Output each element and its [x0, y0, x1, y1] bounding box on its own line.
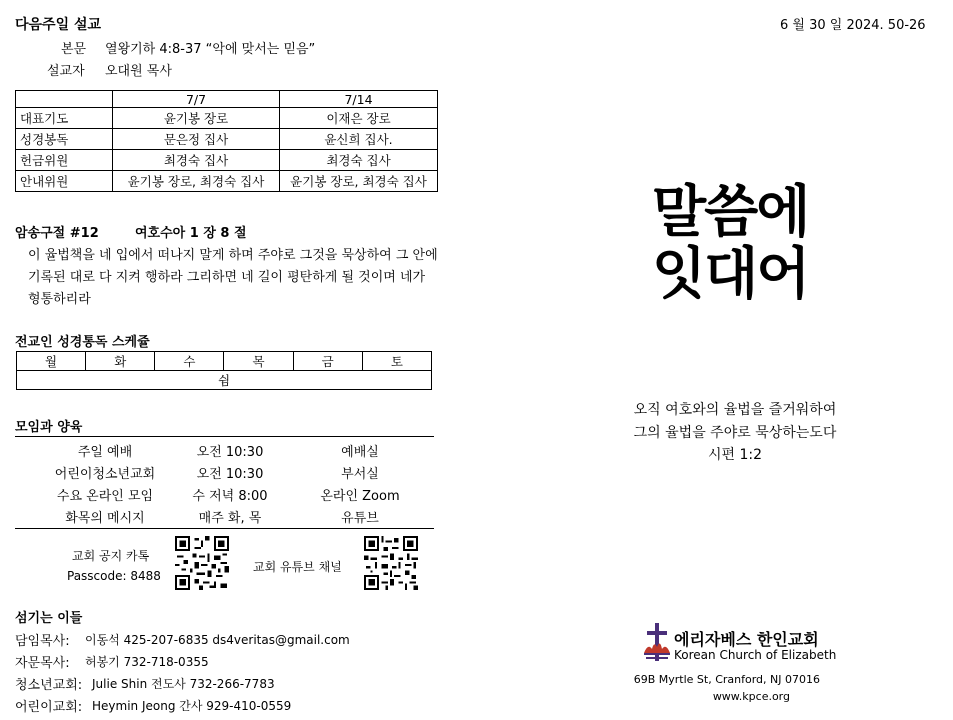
role-cell: 성경봉독 [16, 129, 113, 150]
sermon-text-label: 본문 [61, 42, 87, 57]
memory-verse-line: 형통하리라 [28, 292, 91, 307]
staff-role: 자문목사: [15, 656, 70, 671]
assignee-cell: 윤기봉 장로, 최경숙 집사 [280, 171, 438, 192]
role-cell: 헌금위원 [16, 150, 113, 171]
featured-verse-line: 그의 율법을 주야로 묵상하는도다 [633, 425, 837, 441]
church-address: 69B Myrtle St, Cranford, NJ 07016 [633, 673, 820, 686]
bulletin-date: 6 월 30 일 2024. 50-26 [780, 18, 926, 33]
meeting-name: 수요 온라인 모임 [56, 489, 154, 504]
featured-verse-reference: 시편 1:2 [707, 447, 763, 463]
meeting-name: 주일 예배 [77, 445, 133, 460]
role-cell: 대표기도 [16, 108, 113, 129]
meeting-time: 매주 화, 목 [198, 511, 262, 526]
table-row [16, 171, 438, 192]
day-cell: 월 [17, 352, 86, 371]
next-sermon-heading: 다음주일 설교 [15, 17, 102, 33]
table-header-cell: 7/7 [113, 91, 280, 108]
schedule-note-cell: 쉼 [17, 371, 432, 390]
staff-detail: 이동석 425-207-6835 ds4veritas@gmail.com [85, 633, 350, 647]
bulletin-title [652, 180, 809, 307]
staff-heading: 섬기는 이들 [15, 611, 83, 626]
staff-role: 청소년교회: [15, 678, 83, 693]
divider [15, 528, 434, 529]
featured-verse-line: 오직 여호와의 율법을 즐거워하여 [633, 402, 837, 418]
meeting-place: 유튜브 [341, 511, 379, 526]
meeting-place: 온라인 Zoom [320, 489, 400, 504]
meetings-heading: 모임과 양육 [15, 420, 83, 435]
table-header-cell: 7/14 [280, 91, 438, 108]
day-cell: 수 [155, 352, 224, 371]
church-website[interactable]: www.kpce.org [712, 690, 790, 703]
day-cell: 금 [293, 352, 362, 371]
memory-verse-line: 이 율법책을 네 입에서 떠나지 말게 하며 주야로 그것을 묵상하여 그 안에 [28, 248, 438, 263]
assignee-cell: 윤신희 집사. [280, 129, 438, 150]
youtube-label: 교회 유튜브 채널 [253, 560, 342, 574]
sermon-preacher-value: 오대원 목사 [105, 64, 172, 79]
church-logo-icon [642, 623, 672, 663]
assignee-cell: 문은정 집사 [113, 129, 280, 150]
assignee-cell: 이재은 장로 [280, 108, 438, 129]
staff-detail: 허봉기 732-718-0355 [85, 655, 209, 669]
service-roles-table [15, 90, 438, 192]
staff-role: 담임목사: [15, 634, 70, 649]
divider [15, 436, 434, 437]
staff-detail: Heymin Jeong 간사 929-410-0559 [92, 699, 292, 713]
meeting-place: 부서실 [341, 467, 379, 482]
table-row [16, 108, 438, 129]
meeting-name: 어린이청소년교회 [54, 467, 156, 482]
table-header-row [16, 91, 438, 108]
day-cell: 토 [362, 352, 431, 371]
meeting-time: 수 저녁 8:00 [192, 489, 268, 504]
sermon-preacher-label: 설교자 [47, 64, 85, 79]
title-line: 말씀에 [652, 180, 809, 245]
role-cell: 안내위원 [16, 171, 113, 192]
kakao-qr-code[interactable] [175, 536, 229, 590]
assignee-cell: 윤기봉 장로, 최경숙 집사 [113, 171, 280, 192]
day-cell: 목 [224, 352, 293, 371]
youtube-qr-code[interactable] [364, 536, 418, 590]
meeting-time: 오전 10:30 [196, 445, 264, 460]
church-name-en: Korean Church of Elizabeth [674, 648, 837, 662]
table-row [16, 150, 438, 171]
church-name-ko: 에리자베스 한인교회 [674, 630, 819, 649]
table-header-cell [16, 91, 113, 108]
memory-verse-line: 기록된 대로 다 지켜 행하라 그리하면 네 길이 평탄하게 될 것이며 네가 [28, 270, 426, 285]
kakao-label: 교회 공지 카톡 [72, 549, 150, 563]
assignee-cell: 윤기봉 장로 [113, 108, 280, 129]
table-row [17, 371, 432, 390]
sermon-text-value: 열왕기하 4:8-37 “악에 맞서는 믿음” [105, 42, 316, 57]
reading-schedule-heading: 전교인 성경통독 스케쥴 [15, 335, 150, 350]
memory-verse-reference: 여호수아 1 장 8 절 [135, 226, 247, 241]
title-line: 잇대어 [652, 242, 809, 307]
memory-verse-heading: 암송구절 #12 [15, 226, 99, 241]
day-cell: 화 [86, 352, 155, 371]
reading-schedule-table [16, 351, 432, 390]
table-header-row [17, 352, 432, 371]
table-row [16, 129, 438, 150]
meeting-name: 화목의 메시지 [65, 511, 145, 526]
assignee-cell: 최경숙 집사 [280, 150, 438, 171]
assignee-cell: 최경숙 집사 [113, 150, 280, 171]
staff-detail: Julie Shin 전도사 732-266-7783 [92, 677, 275, 691]
kakao-passcode: Passcode: 8488 [67, 569, 161, 583]
meeting-place: 예배실 [341, 445, 379, 460]
meeting-time: 오전 10:30 [196, 467, 264, 482]
staff-role: 어린이교회: [15, 700, 83, 715]
